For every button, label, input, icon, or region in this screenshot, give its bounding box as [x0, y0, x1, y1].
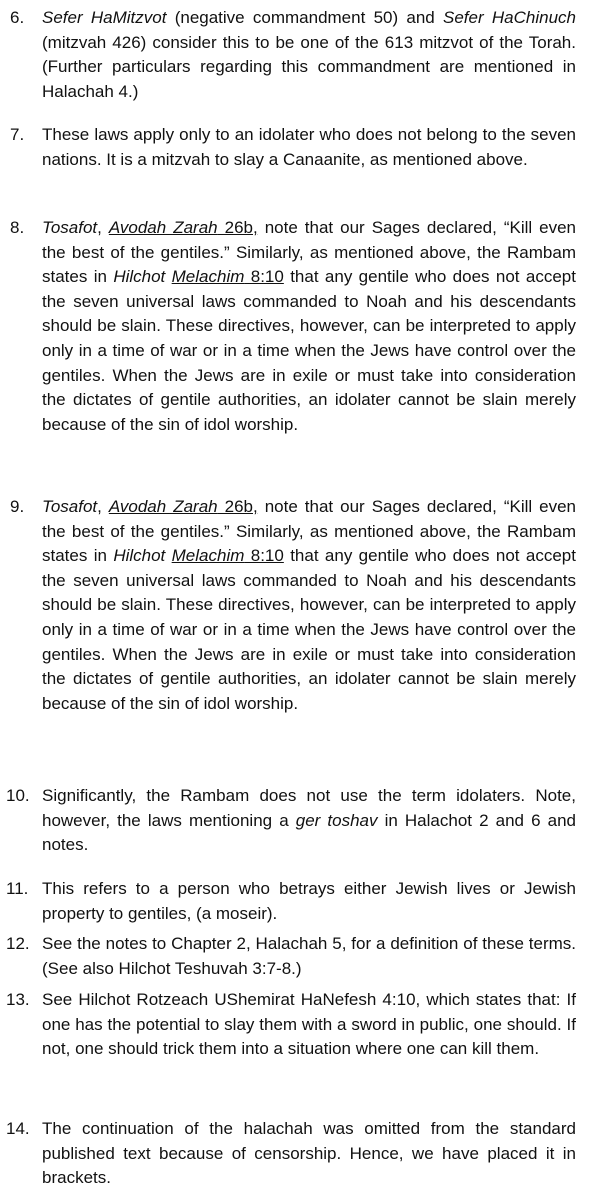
text-run: note that our Sages declared, “Kill even the best of the gentiles.” Similarly, as mentioned above, the Rambam states in	[42, 497, 577, 566]
footnote-number: 10.	[6, 786, 30, 805]
text-run: that any gentile who does not accept the seven universal laws commanded to Noah and his descendants should be slain. These directives, however, can be interpreted to apply only in a time of war or in a time when the Jews have control over the gentiles. When the Jews are in exile or must take into consideration the dictates of gentile authorities, an idolater cannot be slain merely because of the sin of idol worship.	[42, 546, 576, 713]
book-title: Hilchot	[113, 267, 166, 287]
footnote-number: 8.	[10, 218, 25, 237]
footnote-text	[42, 216, 576, 437]
text-run: These laws apply only to an idolater who does not belong to the seven nations. It is a mitzvah to slay a Canaanite, as mentioned above.	[42, 125, 576, 169]
citation-link[interactable]: Avodah Zarah	[108, 497, 218, 516]
book-title: Hilchot	[113, 546, 166, 566]
footnote-text	[42, 988, 576, 1062]
citation-link[interactable]: Melachim	[171, 546, 245, 566]
citation-link[interactable]: 26b,	[217, 218, 258, 237]
text-run: in Halachot 2 and 6 and notes.	[42, 810, 576, 855]
text-run: This refers to a person who betrays either Jewish lives or Jewish property to gentiles, (a moseir).	[42, 879, 576, 923]
book-title: Tosafot	[42, 218, 98, 237]
citation-link[interactable]: 8:10	[244, 267, 284, 287]
footnote-text	[42, 1117, 576, 1191]
citation-link[interactable]: Avodah Zarah	[108, 218, 218, 237]
book-title: Sefer HaMitzvot	[42, 8, 167, 27]
text-run: ,	[97, 497, 109, 516]
footnote-number: 13.	[6, 990, 30, 1009]
citation-link[interactable]: Melachim	[171, 267, 245, 287]
text-run: See Hilchot Rotzeach UShemirat HaNefesh 4:10, which states that: If one has the potential to slay them with a sword in public, one should. If not, one should trick them into a situation where one can kill them.	[42, 990, 576, 1059]
footnote-number: 6.	[10, 8, 25, 27]
citation-link[interactable]: 8:10	[244, 546, 284, 566]
footnote-number: 11.	[6, 879, 29, 898]
text-run: The continuation of the halachah was omitted from the standard published text because of censorship. Hence, we have placed it in brackets.	[42, 1119, 576, 1188]
footnote-text	[42, 123, 576, 172]
book-title: Sefer HaChinuch	[443, 8, 576, 27]
footnote-text	[42, 784, 576, 858]
footnote-number: 9.	[10, 497, 25, 516]
footnote-text	[42, 932, 576, 981]
footnote-text	[42, 495, 576, 716]
footnote-number: 12.	[6, 934, 30, 953]
text-run: Significantly, the Rambam does not use the term idolaters. Note, however, the laws mentioning a	[42, 786, 576, 830]
footnote-number: 14.	[6, 1119, 30, 1138]
text-run: that any gentile who does not accept the seven universal laws commanded to Noah and his descendants should be slain. These directives, however, can be interpreted to apply only in a time of war or in a time when the Jews have control over the gentiles. When the Jews are in exile or must take into consideration the dictates of gentile authorities, an idolater cannot be slain merely because of the sin of idol worship.	[42, 267, 576, 434]
text-run: ,	[97, 218, 109, 237]
term: ger toshav	[295, 810, 378, 830]
citation-link[interactable]: 26b,	[217, 497, 258, 516]
book-title: Tosafot	[42, 497, 98, 516]
text-run: (negative commandment 50) and	[166, 8, 443, 27]
text-run: note that our Sages declared, “Kill even the best of the gentiles.” Similarly, as mentioned above, the Rambam states in	[42, 218, 577, 287]
footnote-text	[42, 877, 576, 926]
footnote-number: 7.	[10, 125, 25, 144]
text-run: See the notes to Chapter 2, Halachah 5, for a definition of these terms. (See also Hilchot Teshuvah 3:7-8.)	[42, 934, 576, 978]
footnote-text	[42, 6, 576, 104]
text-run: (mitzvah 426) consider this to be one of the 613 mitzvot of the Torah. (Further particulars regarding this commandment are mentioned in Halachah 4.)	[42, 32, 576, 101]
